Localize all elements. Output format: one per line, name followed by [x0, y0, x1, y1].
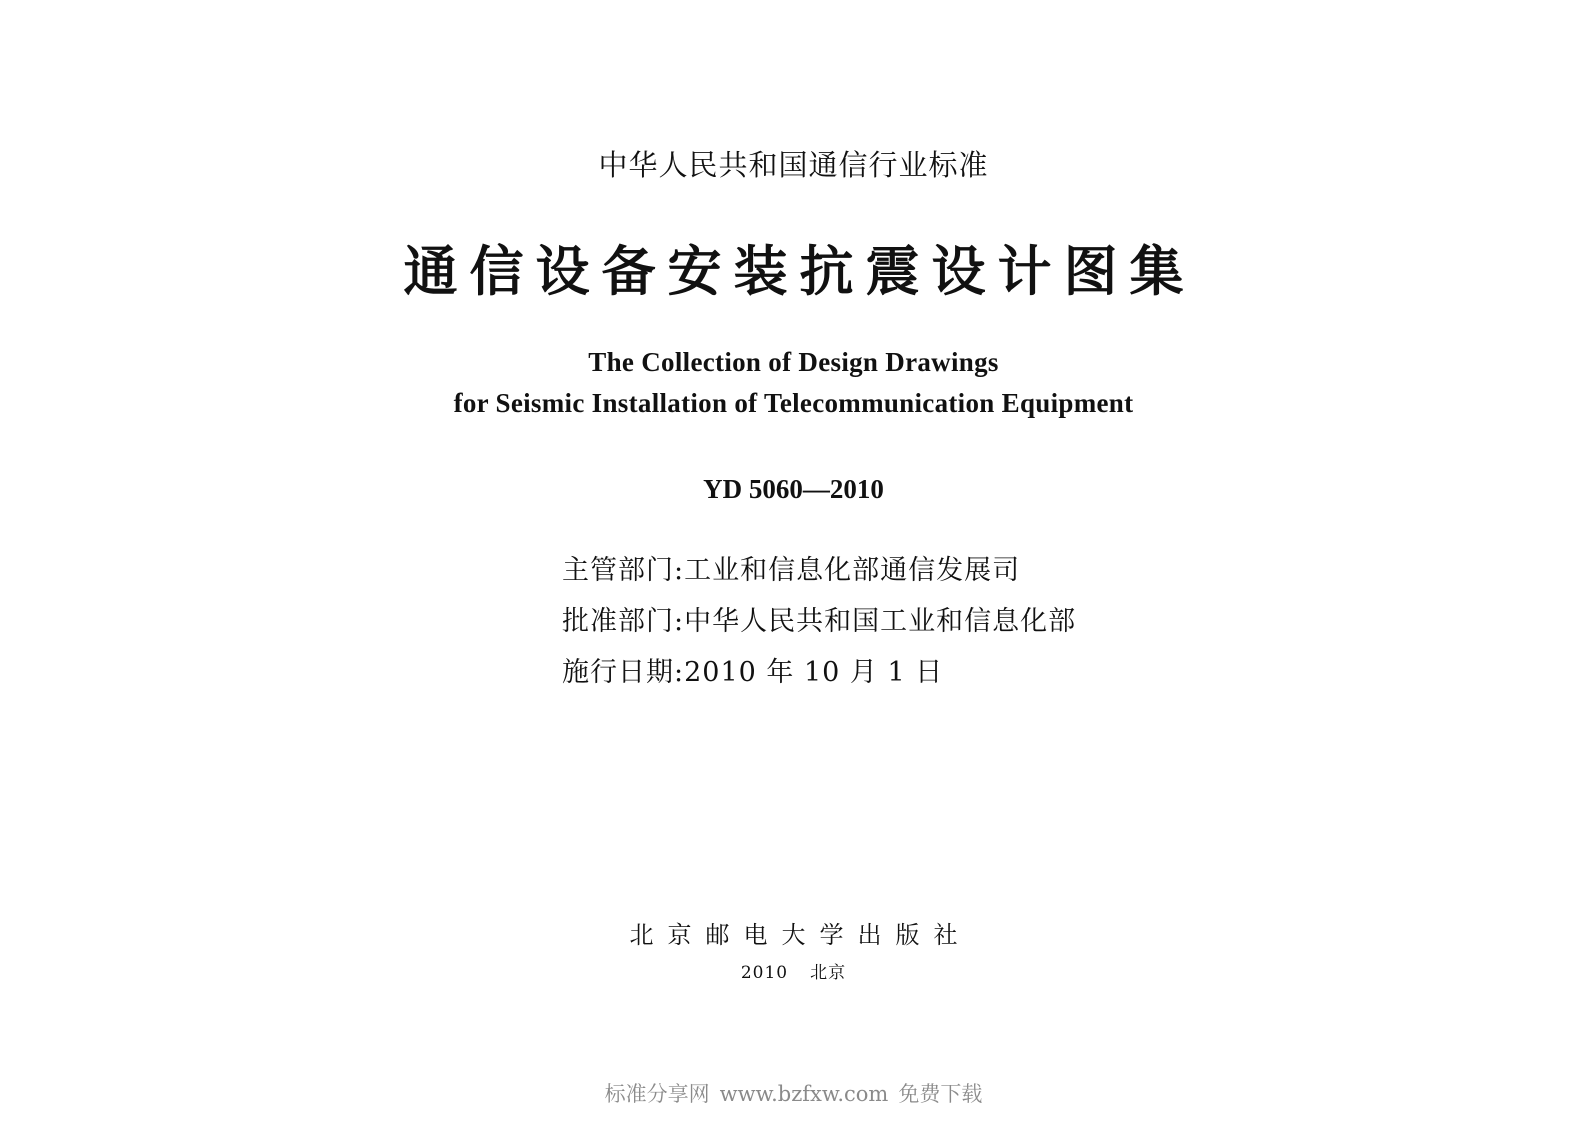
watermark-url[interactable]: www.bzfxw.com	[719, 1082, 889, 1106]
publication-city: 北京	[810, 963, 847, 983]
publication-line	[0, 958, 1587, 983]
publisher-name: 北京邮电大学出版社	[629, 921, 972, 949]
approval-department: 批准部门:中华人民共和国工业和信息化部	[562, 606, 1077, 637]
document-title-english-line1: The Collection of Design Drawings	[588, 347, 999, 377]
document-title-chinese: 通信设备安装抗震设计图集	[403, 239, 1196, 303]
document-title-english-line2: for Seismic Installation of Telecommunication Equipment	[453, 388, 1134, 418]
standard-series-heading: 中华人民共和国通信行业标准	[598, 148, 989, 182]
watermark-slogan: 免费下载	[898, 1082, 983, 1106]
effective-date: 施行日期:2010 年 10 月 1 日	[562, 657, 944, 688]
publication-year: 2010	[740, 963, 789, 983]
competent-department: 主管部门:工业和信息化部通信发展司	[562, 555, 1021, 586]
watermark-site-name: 标准分享网	[604, 1082, 710, 1106]
watermark	[0, 1078, 1587, 1108]
standard-code: YD 5060—2010	[703, 474, 884, 504]
